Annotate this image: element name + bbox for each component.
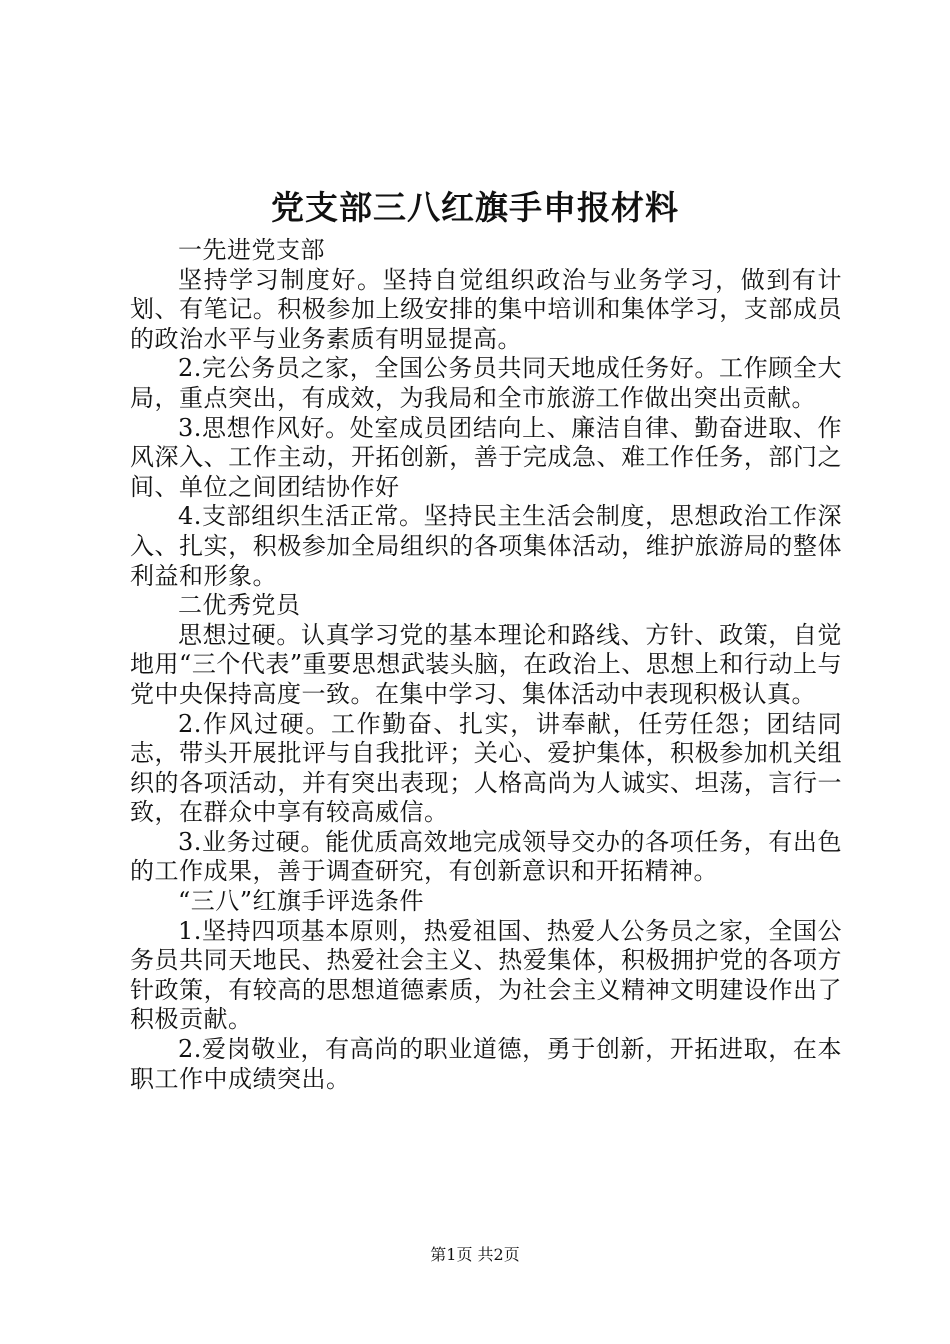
section-heading-3: “三八”红旗手评选条件 [178, 887, 425, 916]
paragraph: 4.支部组织生活正常。坚持民主生活会制度，思想政治工作深入、扎实，积极参加全局组织的各项集体活动，维护旅游局的整体利益和形象。 [130, 502, 842, 590]
paragraph: 3.业务过硬。能优质高效地完成领导交办的各项任务，有出色的工作成果，善于调查研究，有创新意识和开拓精神。 [130, 827, 842, 886]
section-heading-2: 二优秀党员 [178, 591, 301, 620]
paragraph: 2.作风过硬。工作勤奋、扎实，讲奉献，任劳任怨；团结同志，带头开展批评与自我批评；关心、爱护集体，积极参加机关组织的各项活动，并有突出表现；人格高尚为人诚实、坦荡，言行一致，在群众中享有较高威信。 [130, 709, 842, 827]
paragraph: 3.思想作风好。处室成员团结向上、廉洁自律、勤奋进取、作风深入、工作主动，开拓创新，善于完成急、难工作任务，部门之间、单位之间团结协作好 [130, 413, 842, 501]
paragraph: 2.完公务员之家，全国公务员共同天地成任务好。工作顾全大局，重点突出，有成效，为我局和全市旅游工作做出突出贡献。 [130, 354, 842, 412]
paragraph: 1.坚持四项基本原则，热爱祖国、热爱人公务员之家，全国公务员共同天地民、热爱社会主义、热爱集体，积极拥护党的各项方针政策，有较高的思想道德素质，为社会主义精神文明建设作出了积极贡献。 [130, 916, 842, 1034]
document-title: 党支部三八红旗手申报材料 [271, 188, 679, 227]
document-body [130, 236, 842, 1094]
paragraph: 2.爱岗敬业，有高尚的职业道德，勇于创新，开拓进取，在本职工作中成绩突出。 [130, 1035, 842, 1093]
paragraph: 思想过硬。认真学习党的基本理论和路线、方针、政策，自觉地用“三个代表”重要思想武装头脑，在政治上、思想上和行动上与党中央保持高度一致。在集中学习、集体活动中表现积极认真。 [130, 620, 842, 708]
section-heading-1: 一先进党支部 [178, 236, 325, 264]
paragraph: 坚持学习制度好。坚持自觉组织政治与业务学习，做到有计划、有笔记。积极参加上级安排的集中培训和集体学习，支部成员的政治水平与业务素质有明显提高。 [130, 265, 842, 353]
page-number: 第1页 共2页 [430, 1245, 520, 1264]
